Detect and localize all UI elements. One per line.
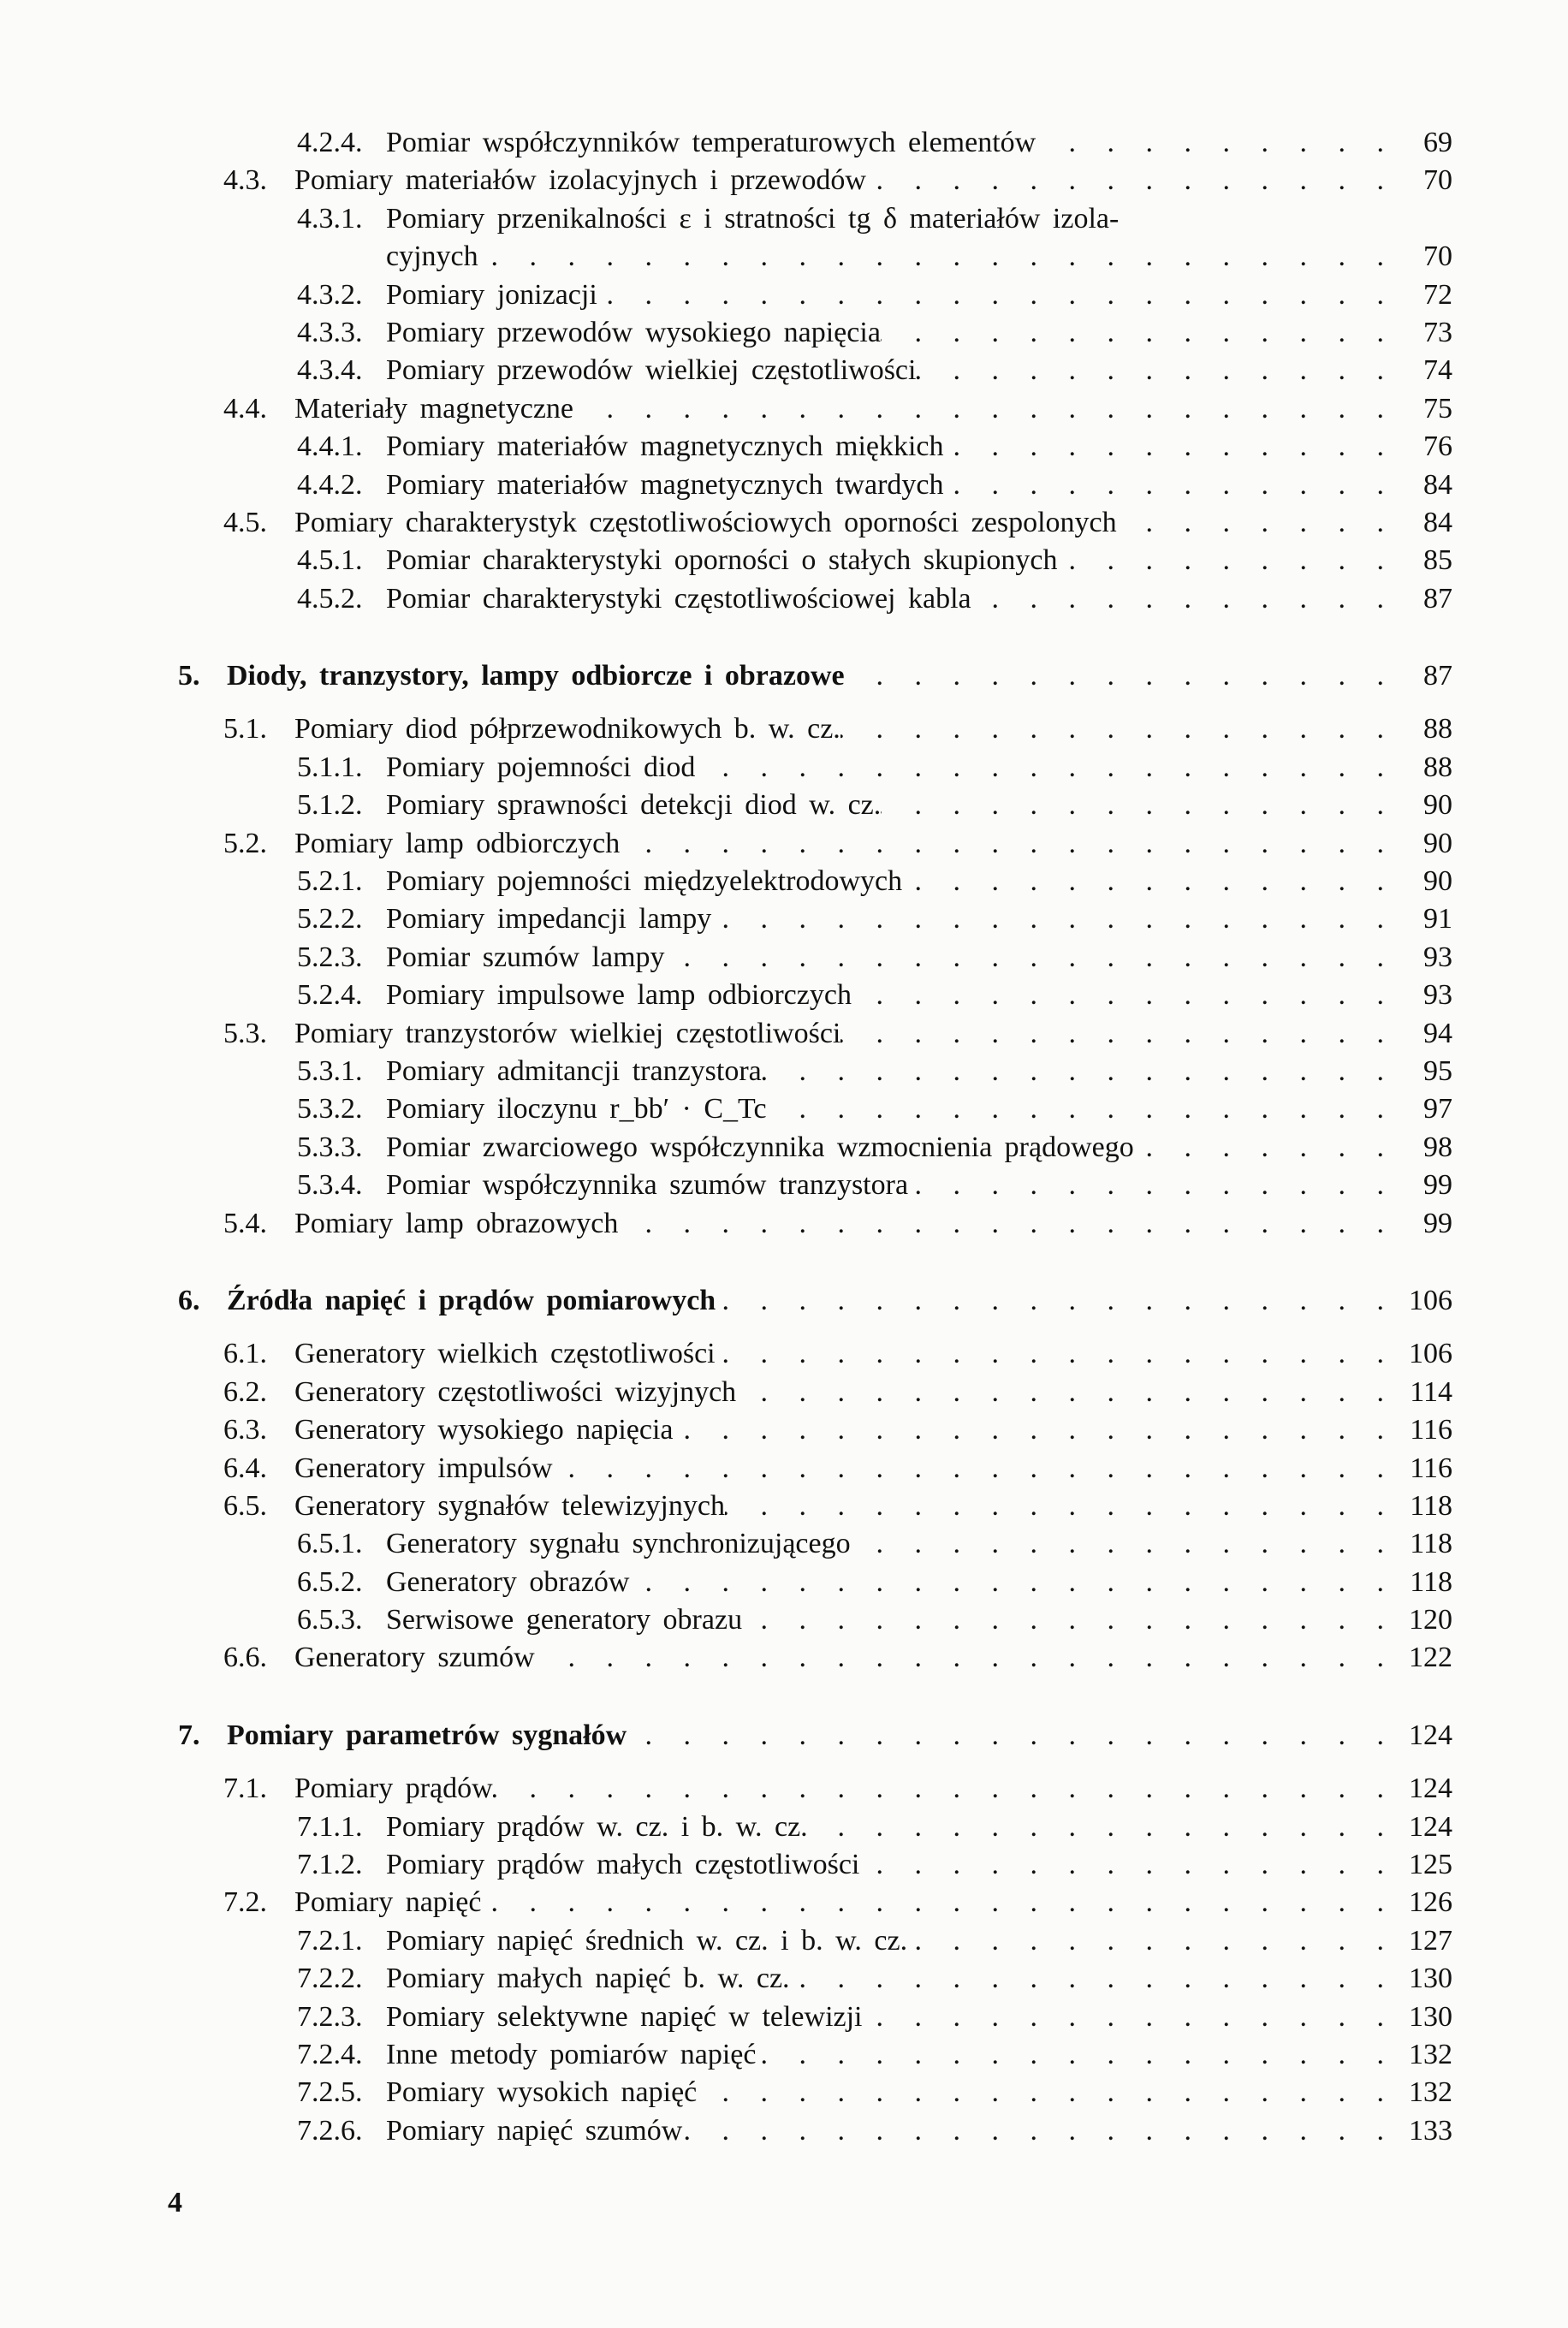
entry-body (386, 1167, 1452, 1204)
entry-page: 122 (1409, 1642, 1452, 1674)
toc-entry (0, 1129, 1568, 1167)
dot-leader (852, 977, 1393, 1014)
entry-number: 6.6. (223, 1642, 267, 1674)
dot-leader (944, 428, 1393, 466)
entry-body (386, 2074, 1452, 2111)
entry-number: 5.3.4. (297, 1169, 363, 1202)
dot-leader (627, 1717, 1393, 1755)
toc-entry (0, 977, 1568, 1014)
entry-number: 7.2.2. (297, 1963, 363, 1995)
entry-body (386, 238, 1452, 276)
entry-body (386, 2112, 1452, 2150)
dot-leader (573, 390, 1393, 428)
entry-page: 118 (1410, 1528, 1452, 1560)
dot-leader (907, 1922, 1393, 1960)
entry-title: Pomiary napięć szumów (386, 2114, 683, 2147)
dot-leader (553, 1450, 1393, 1488)
entry-body (386, 900, 1452, 938)
entry-page: 99 (1423, 1207, 1452, 1239)
entry-number: 5. (178, 660, 200, 692)
entry-title: Pomiary pojemności międzyelektrodowych (386, 865, 903, 898)
entry-body (386, 1129, 1452, 1167)
entry-number: 6. (178, 1284, 200, 1316)
entry-body (386, 749, 1452, 787)
entry-page: 93 (1423, 979, 1452, 1012)
toc-chapter (0, 1717, 1568, 1755)
dot-leader (618, 1205, 1393, 1243)
entry-title: Pomiar charakterystyki częstotliwościowej kabla (386, 582, 971, 615)
entry-page: 88 (1423, 751, 1452, 783)
entry-number: 5.2.3. (297, 941, 363, 973)
entry-number: 7.2.6. (297, 2114, 363, 2147)
dot-leader (1117, 504, 1393, 542)
entry-page: 106 (1409, 1284, 1452, 1316)
entry-page: 116 (1410, 1452, 1452, 1484)
entry-page: 70 (1423, 164, 1452, 197)
entry-body (294, 504, 1452, 542)
toc-entry (0, 466, 1568, 504)
entry-body (227, 1282, 1452, 1320)
entry-number: 4.3.4. (297, 354, 363, 387)
entry-body (294, 825, 1452, 863)
entry-title: Pomiary prądów (294, 1773, 493, 1805)
dot-leader (840, 710, 1393, 748)
page-number: 4 (168, 2187, 182, 2218)
toc-entry (0, 1167, 1568, 1204)
entry-body (386, 2036, 1452, 2074)
entry-title: Pomiary selektywne napięć w telewizji (386, 2000, 863, 2033)
toc-entry (0, 1015, 1568, 1053)
toc-entry (0, 428, 1568, 466)
dot-leader (902, 863, 1393, 900)
entry-body (294, 710, 1452, 748)
toc-entry (0, 1601, 1568, 1639)
entry-number: 4.5. (223, 506, 267, 538)
entry-title: Pomiary przewodów wielkiej częstotliwości (386, 354, 917, 387)
toc-entry (0, 1488, 1568, 1525)
entry-page: 132 (1409, 2038, 1452, 2070)
entry-title: Generatory wysokiego napięcia (294, 1414, 674, 1446)
entry-number: 5.4. (223, 1207, 267, 1239)
entry-page: 88 (1423, 713, 1452, 745)
entry-number: 4.2.4. (297, 127, 363, 158)
entry-body (386, 314, 1452, 352)
entry-title: Pomiary sprawności detekcji diod w. cz. (386, 789, 882, 822)
entry-title: Pomiary prądów w. cz. i b. w. cz. (386, 1810, 808, 1843)
entry-body (227, 1717, 1452, 1755)
dot-leader (881, 787, 1393, 824)
entry-number: 7.1.1. (297, 1810, 363, 1843)
entry-number: 6.5.3. (297, 1604, 363, 1636)
entry-page: 90 (1423, 865, 1452, 898)
entry-number: 5.1. (223, 713, 267, 745)
entry-body (386, 1998, 1452, 2036)
toc-entry (0, 1960, 1568, 1998)
dot-leader (620, 825, 1393, 863)
toc-entry (0, 1808, 1568, 1846)
entry-body (386, 276, 1452, 314)
entry-page: 126 (1409, 1886, 1452, 1919)
toc-entry (0, 2112, 1568, 2150)
entry-title: Pomiar współczynników temperaturowych elementów (386, 127, 1036, 158)
entry-page: 118 (1410, 1565, 1452, 1598)
entry-title: Pomiar współczynnika szumów tranzystora (386, 1169, 909, 1202)
toc-entry (0, 787, 1568, 824)
toc-entry (0, 200, 1568, 238)
entry-title: Pomiary przewodów wysokiego napięcia (386, 316, 881, 348)
toc-entry (0, 1335, 1568, 1373)
entry-body (386, 1922, 1452, 1960)
entry-body (294, 1639, 1452, 1677)
entry-page: 106 (1409, 1338, 1452, 1370)
entry-title: Generatory impulsów (294, 1452, 553, 1484)
toc-entry (0, 276, 1568, 314)
entry-number: 4.3.1. (297, 202, 363, 235)
dot-leader (716, 1335, 1393, 1373)
entry-number: 7.2.3. (297, 2000, 363, 2033)
entry-title: Generatory obrazów (386, 1565, 630, 1598)
entry-body (294, 1488, 1452, 1525)
entry-page: 118 (1410, 1489, 1452, 1522)
dot-leader (756, 2036, 1393, 2074)
entry-page: 127 (1409, 1924, 1452, 1957)
dot-leader (762, 1053, 1393, 1090)
dot-leader (742, 1601, 1393, 1639)
dot-leader (695, 749, 1393, 787)
toc-entry (0, 863, 1568, 900)
entry-number: 5.1.1. (297, 751, 363, 783)
dot-leader (736, 1374, 1393, 1411)
entry-title: Generatory sygnałów telewizyjnych (294, 1489, 725, 1522)
table-of-contents (0, 124, 1568, 2150)
entry-body (227, 657, 1452, 695)
toc-entry (0, 939, 1568, 977)
toc-entry (0, 162, 1568, 199)
toc-entry (0, 1374, 1568, 1411)
entry-page: 94 (1423, 1017, 1452, 1049)
entry-page: 72 (1423, 278, 1452, 311)
entry-title: Pomiary charakterystyk częstotliwościowych oporności zespolonych (294, 506, 1117, 538)
entry-title: Materiały magnetyczne (294, 392, 574, 425)
entry-page: 70 (1423, 241, 1452, 273)
entry-title: Pomiar charakterystyki oporności o stałych skupionych (386, 544, 1058, 577)
dot-leader (881, 314, 1393, 352)
toc-entry (0, 1639, 1568, 1677)
toc-entry (0, 542, 1568, 579)
dot-leader (971, 580, 1393, 618)
toc-entry (0, 749, 1568, 787)
entry-body (386, 542, 1452, 579)
dot-leader (478, 238, 1393, 276)
toc-entry (0, 1564, 1568, 1601)
entry-title: Pomiary materiałów magnetycznych miękkich (386, 431, 944, 463)
entry-number: 4.4. (223, 392, 267, 425)
entry-body (294, 1015, 1452, 1053)
entry-number: 5.3.2. (297, 1093, 363, 1125)
entry-body (386, 1808, 1452, 1846)
dot-leader (535, 1639, 1393, 1677)
entry-number: 4.4.1. (297, 431, 363, 463)
entry-body (294, 1450, 1452, 1488)
entry-body (386, 1846, 1452, 1884)
entry-body (294, 1770, 1452, 1808)
dot-leader (916, 352, 1393, 389)
toc-entry (0, 1053, 1568, 1090)
entry-body (386, 352, 1452, 389)
entry-body (386, 863, 1452, 900)
entry-page: 87 (1423, 582, 1452, 615)
dot-leader (851, 1525, 1393, 1563)
entry-title: Pomiary prądów małych częstotliwości (386, 1849, 860, 1881)
toc-entry (0, 504, 1568, 542)
toc-entry (0, 710, 1568, 748)
entry-number: 7.1. (223, 1773, 267, 1805)
entry-number: 7.2.1. (297, 1924, 363, 1957)
dot-leader (725, 1488, 1393, 1525)
entry-title: Pomiary pojemności diod (386, 751, 696, 783)
dot-leader (859, 1846, 1393, 1884)
entry-title: cyjnych (386, 241, 478, 273)
toc-chapter (0, 1282, 1568, 1320)
toc-entry (0, 2036, 1568, 2074)
toc-entry (0, 900, 1568, 938)
entry-number: 5.2.1. (297, 865, 363, 898)
entry-title: Pomiary parametrów sygnałów (227, 1719, 627, 1751)
entry-number: 4.5.1. (297, 544, 363, 577)
entry-title: Pomiary materiałów izolacyjnych i przewodów (294, 164, 866, 197)
dot-leader (629, 1564, 1393, 1601)
entry-number: 6.3. (223, 1414, 267, 1446)
entry-page: 98 (1423, 1131, 1452, 1163)
entry-page: 95 (1423, 1054, 1452, 1087)
entry-page: 91 (1423, 903, 1452, 935)
entry-body (386, 1053, 1452, 1090)
entry-number: 5.1.2. (297, 789, 363, 822)
entry-page: 87 (1423, 660, 1452, 692)
entry-body (386, 428, 1452, 466)
dot-leader (481, 1884, 1393, 1921)
entry-number: 4.5.2. (297, 582, 363, 615)
entry-body (294, 1335, 1452, 1373)
entry-number: 7.2.4. (297, 2038, 363, 2070)
entry-page: 69 (1423, 127, 1452, 158)
toc-entry (0, 1846, 1568, 1884)
dot-leader (1134, 1129, 1393, 1167)
entry-page: 130 (1409, 2000, 1452, 2033)
entry-title: Źródła napięć i prądów pomiarowych (227, 1284, 716, 1316)
entry-number: 6.5. (223, 1489, 267, 1522)
dot-leader (711, 900, 1393, 938)
toc-entry (0, 1998, 1568, 2036)
entry-number: 4.3. (223, 164, 267, 197)
entry-title: Pomiary lamp odbiorczych (294, 827, 621, 859)
entry-number: 5.2. (223, 827, 267, 859)
toc-entry (0, 390, 1568, 428)
toc-entry (0, 238, 1568, 276)
entry-page: 75 (1423, 392, 1452, 425)
toc-entry (0, 1090, 1568, 1128)
entry-number: 4.4.2. (297, 468, 363, 501)
entry-body (386, 1960, 1452, 1998)
dot-leader (697, 2074, 1393, 2111)
entry-number: 7.1.2. (297, 1849, 363, 1881)
entry-number: 5.2.2. (297, 903, 363, 935)
entry-number: 4.3.2. (297, 278, 363, 311)
entry-body (294, 1374, 1452, 1411)
entry-number: 6.4. (223, 1452, 267, 1484)
entry-page: 125 (1409, 1849, 1452, 1881)
entry-number: 6.2. (223, 1375, 267, 1408)
toc-entry (0, 1922, 1568, 1960)
dot-leader (863, 1998, 1393, 2036)
entry-title: Pomiary lamp obrazowych (294, 1207, 619, 1239)
entry-body (294, 162, 1452, 199)
entry-title: Pomiary materiałów magnetycznych twardych (386, 468, 944, 501)
toc-entry (0, 314, 1568, 352)
dot-leader (597, 276, 1393, 314)
entry-page: 73 (1423, 316, 1452, 348)
entry-number: 6.5.1. (297, 1528, 363, 1560)
toc-entry (0, 1525, 1568, 1563)
entry-number: 5.3.1. (297, 1054, 363, 1087)
entry-title: Pomiary admitancji tranzystora (386, 1054, 762, 1087)
entry-page: 84 (1423, 468, 1452, 501)
entry-page: 99 (1423, 1169, 1452, 1202)
entry-page: 90 (1423, 789, 1452, 822)
entry-number: 5.3.3. (297, 1131, 363, 1163)
entry-page: 132 (1409, 2076, 1452, 2109)
entry-number: 7.2.5. (297, 2076, 363, 2109)
entry-page: 124 (1409, 1719, 1452, 1751)
entry-page: 133 (1409, 2114, 1452, 2147)
entry-title: Pomiary małych napięć b. w. cz. (386, 1963, 790, 1995)
entry-page: 97 (1423, 1093, 1452, 1125)
entry-body (386, 200, 1452, 238)
entry-body (386, 466, 1452, 504)
dot-leader (944, 466, 1393, 504)
entry-body (386, 1564, 1452, 1601)
entry-body (386, 124, 1452, 162)
entry-title: Pomiar zwarciowego współczynnika wzmocnienia prądowego (386, 1131, 1134, 1163)
dot-leader (682, 2112, 1393, 2150)
dot-leader (845, 657, 1393, 695)
dot-leader (1036, 124, 1393, 162)
entry-page: 130 (1409, 1963, 1452, 1995)
dot-leader (674, 1411, 1393, 1449)
dot-leader (493, 1770, 1393, 1808)
dot-leader (808, 1808, 1393, 1846)
entry-title: Diody, tranzystory, lampy odbiorcze i obrazowe (227, 660, 845, 692)
entry-body (386, 1525, 1452, 1563)
entry-page: 124 (1409, 1810, 1452, 1843)
toc-entry (0, 2074, 1568, 2111)
entry-title: Serwisowe generatory obrazu (386, 1604, 743, 1636)
toc-entry (0, 124, 1568, 162)
dot-leader (716, 1282, 1393, 1320)
toc-chapter (0, 657, 1568, 695)
entry-body (386, 787, 1452, 824)
toc-entry (0, 352, 1568, 389)
entry-body (294, 1884, 1452, 1921)
entry-page: 120 (1409, 1604, 1452, 1636)
entry-page: 90 (1423, 827, 1452, 859)
toc-entry (0, 1205, 1568, 1243)
entry-title: Pomiary tranzystorów wielkiej częstotliwości (294, 1017, 841, 1049)
entry-body (386, 580, 1452, 618)
toc-entry (0, 1411, 1568, 1449)
entry-number: 6.5.2. (297, 1565, 363, 1598)
entry-page: 74 (1423, 354, 1452, 387)
toc-entry (0, 1884, 1568, 1921)
entry-number: 7. (178, 1719, 200, 1751)
entry-body (294, 1205, 1452, 1243)
entry-number: 7.2. (223, 1886, 267, 1919)
entry-number: 5.3. (223, 1017, 267, 1049)
entry-title: Generatory wielkich częstotliwości (294, 1338, 716, 1370)
entry-title: Generatory częstotliwości wizyjnych (294, 1375, 737, 1408)
entry-title: Inne metody pomiarów napięć (386, 2038, 757, 2070)
entry-title: Pomiary iloczynu r_bb′ · C_Tc (386, 1093, 767, 1125)
dot-leader (908, 1167, 1393, 1204)
entry-title: Pomiar szumów lampy (386, 941, 665, 973)
entry-title: Pomiary napięć (294, 1886, 482, 1919)
dot-leader (840, 1015, 1393, 1053)
entry-page: 116 (1410, 1414, 1452, 1446)
entry-page: 84 (1423, 506, 1452, 538)
entry-number: 6.1. (223, 1338, 267, 1370)
toc-entry (0, 1450, 1568, 1488)
dot-leader (866, 162, 1393, 199)
dot-leader (767, 1090, 1393, 1128)
entry-page: 85 (1423, 544, 1452, 577)
entry-title: Generatory szumów (294, 1642, 535, 1674)
entry-body (386, 1090, 1452, 1128)
entry-body (386, 977, 1452, 1014)
entry-title: Pomiary impulsowe lamp odbiorczych (386, 979, 852, 1012)
entry-page: 76 (1423, 431, 1452, 463)
entry-title: Generatory sygnału synchronizującego (386, 1528, 851, 1560)
dot-leader (665, 939, 1393, 977)
entry-body (386, 1601, 1452, 1639)
entry-number: 5.2.4. (297, 979, 363, 1012)
entry-title: Pomiary jonizacji (386, 278, 597, 311)
toc-entry (0, 580, 1568, 618)
toc-entry (0, 1770, 1568, 1808)
entry-title: Pomiary diod półprzewodnikowych b. w. cz. (294, 713, 840, 745)
entry-title: Pomiary impedancji lampy (386, 903, 712, 935)
dot-leader (1057, 542, 1393, 579)
entry-title: Pomiary napięć średnich w. cz. i b. w. cz. (386, 1924, 908, 1957)
entry-page: 114 (1410, 1375, 1452, 1408)
entry-body (294, 1411, 1452, 1449)
entry-title: Pomiary wysokich napięć (386, 2076, 698, 2109)
entry-page: 124 (1409, 1773, 1452, 1805)
entry-number: 4.3.3. (297, 316, 363, 348)
dot-leader (790, 1960, 1393, 1998)
entry-page: 93 (1423, 941, 1452, 973)
entry-body (386, 939, 1452, 977)
entry-title: Pomiary przenikalności ε i stratności tg δ materiałów izola- (386, 202, 1120, 235)
entry-body (294, 390, 1452, 428)
toc-entry (0, 825, 1568, 863)
